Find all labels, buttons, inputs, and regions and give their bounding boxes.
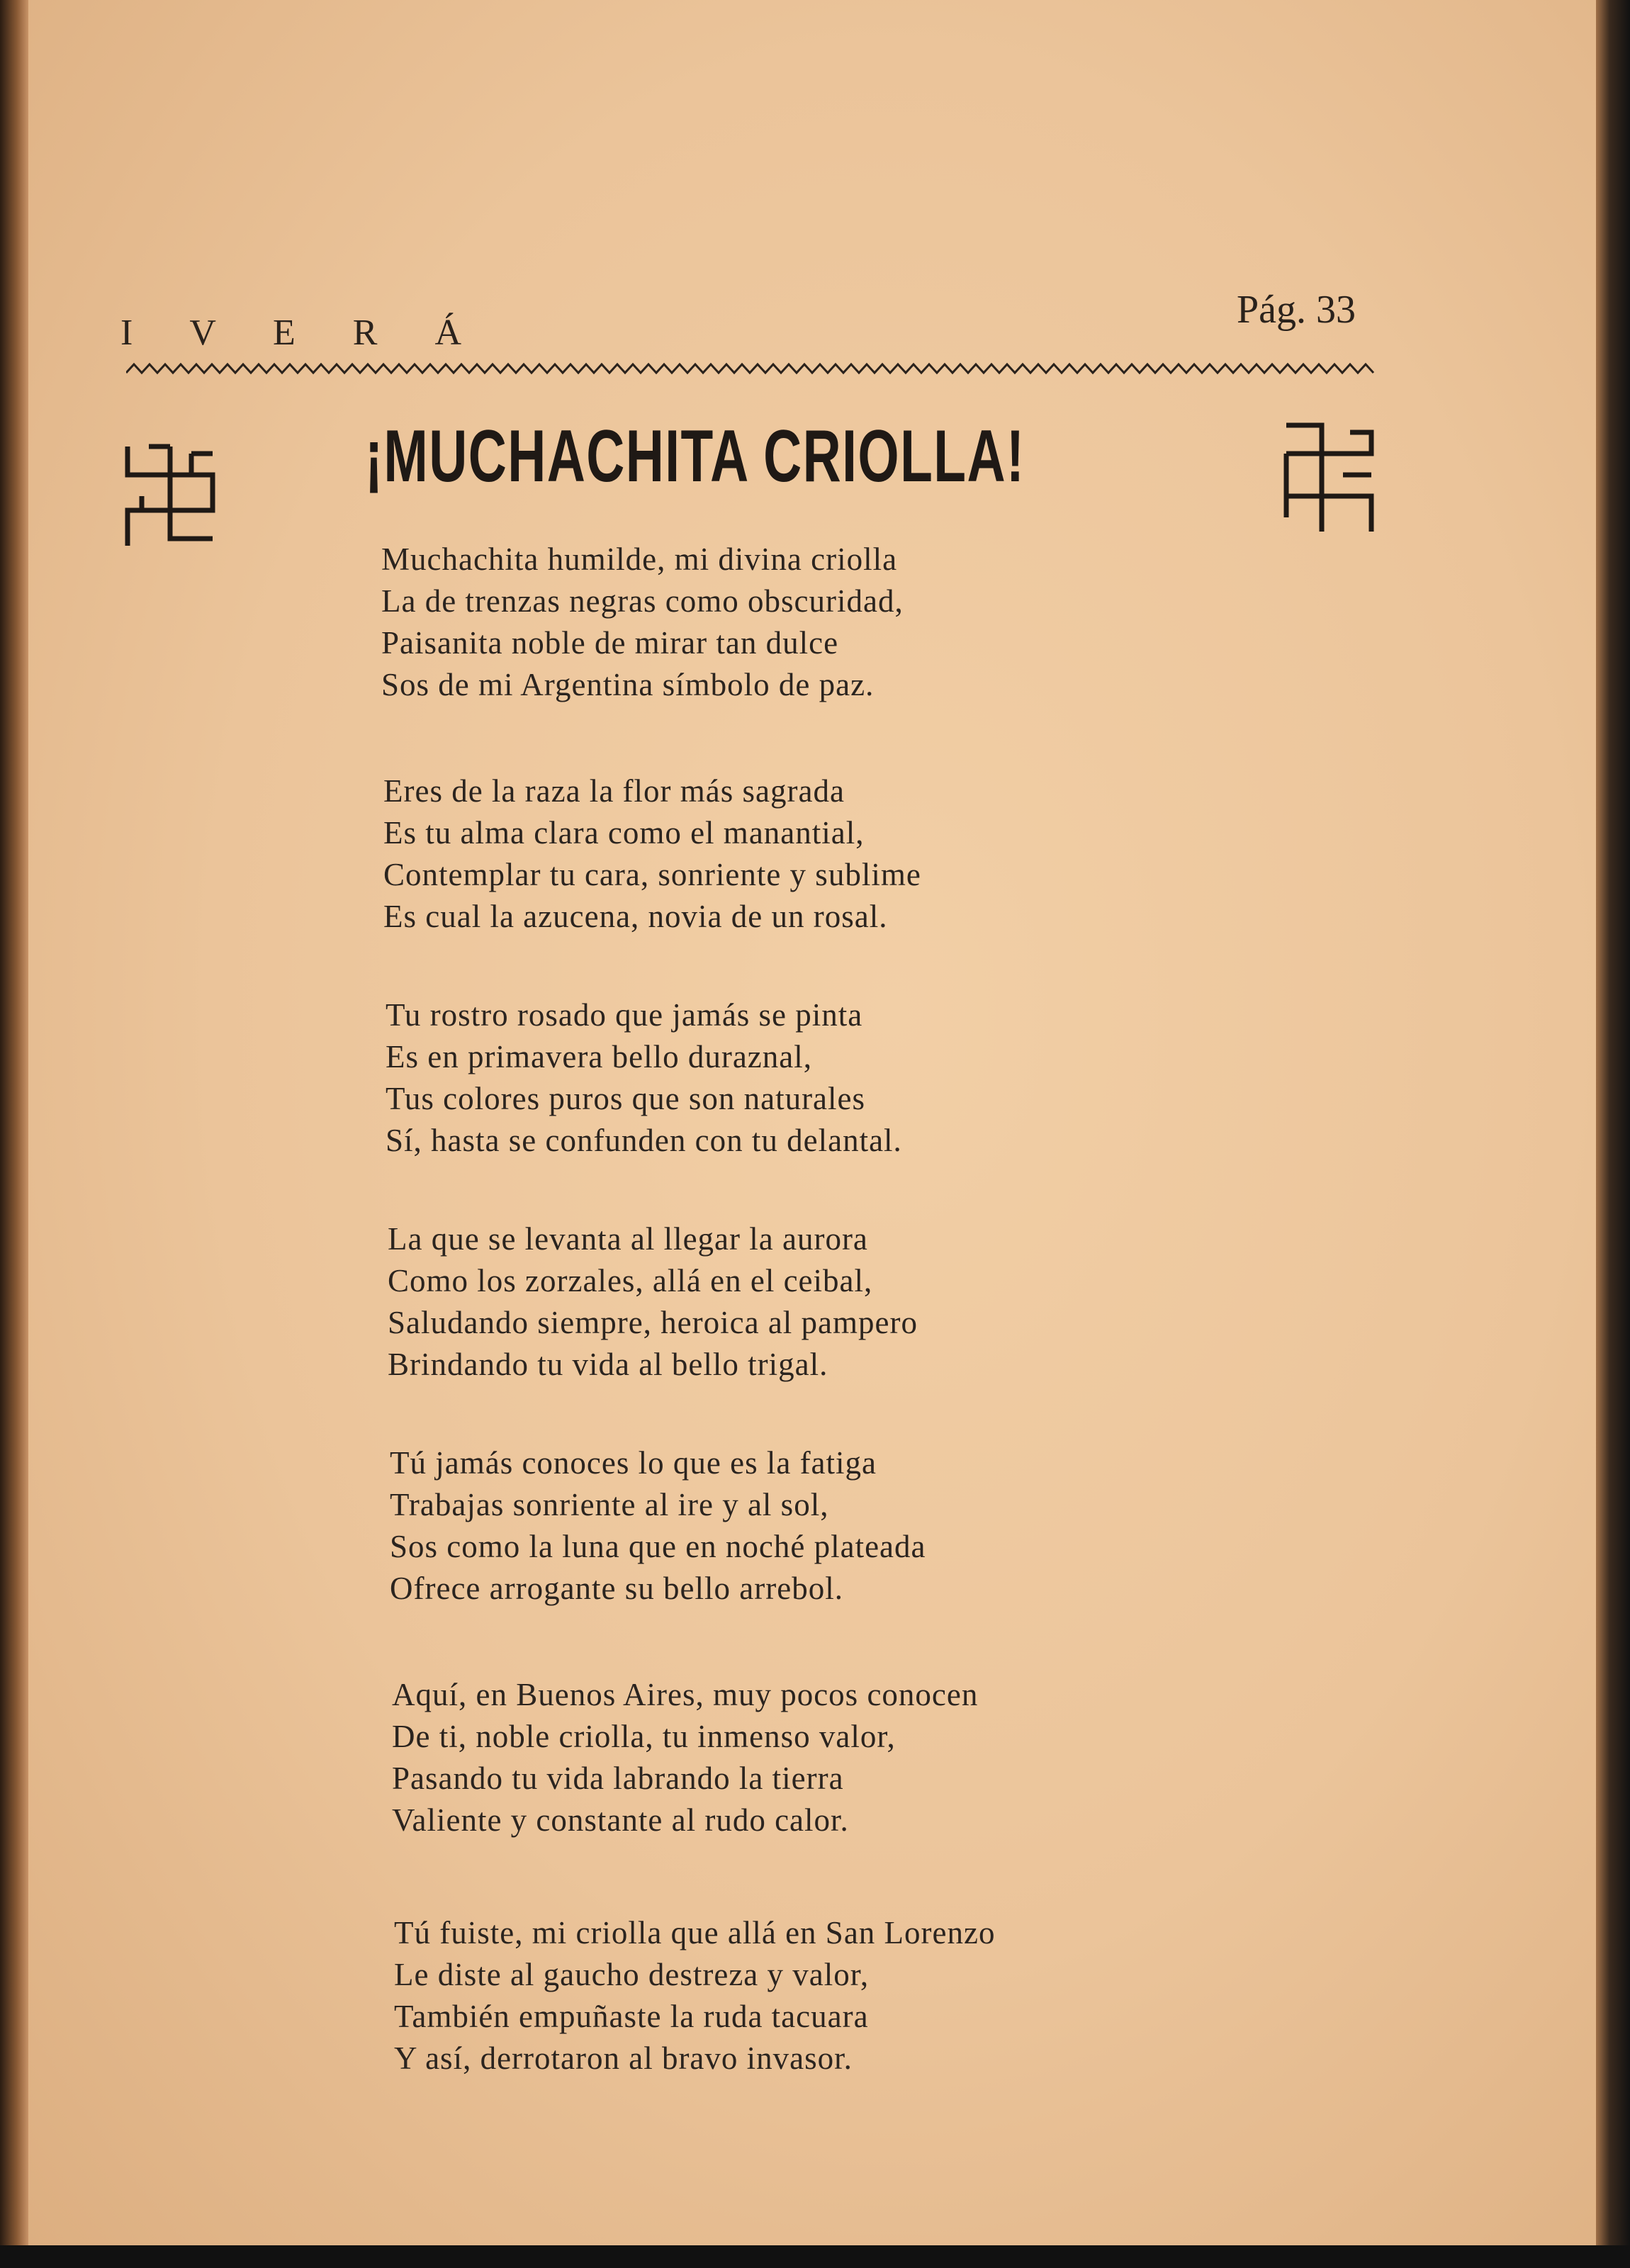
fret-ornament-right-icon <box>1279 418 1386 539</box>
page-left-edge <box>0 0 28 2268</box>
verse-line: Paisanita noble de mirar tan dulce <box>381 625 839 661</box>
verse-line: Tus colores puros que son naturales <box>386 1081 866 1116</box>
verse-line: Como los zorzales, allá en el ceibal, <box>388 1263 873 1298</box>
verse-line: Es cual la azucena, novia de un rosal. <box>383 899 888 934</box>
verse-line: Valiente y constante al rudo calor. <box>392 1802 849 1838</box>
verse-line: Sí, hasta se confunden con tu delantal. <box>386 1123 902 1158</box>
stanza <box>383 770 921 938</box>
running-header-title: I V E R Á <box>120 313 485 353</box>
stanza <box>390 1442 926 1610</box>
verse-line: Tú jamás conoces lo que es la fatiga <box>390 1445 877 1481</box>
verse-line: Tú fuiste, mi criolla que allá en San Lorenzo <box>394 1915 996 1950</box>
verse-line: Tu rostro rosado que jamás se pinta <box>386 997 863 1033</box>
verse-line: Saludando siempre, heroica al pampero <box>388 1305 918 1340</box>
verse-line: La de trenzas negras como obscuridad, <box>381 583 904 619</box>
verse-line: Es tu alma clara como el manantial, <box>383 815 865 850</box>
verse-line: Aquí, en Buenos Aires, muy pocos conocen <box>392 1677 979 1712</box>
verse-line: Eres de la raza la flor más sagrada <box>383 773 845 809</box>
verse-line: Ofrece arrogante su bello arrebol. <box>390 1571 843 1606</box>
verse-line: Y así, derrotaron al bravo invasor. <box>394 2040 853 2076</box>
stanza <box>392 1674 978 1841</box>
verse-line: También empuñaste la ruda tacuara <box>394 1999 869 2034</box>
book-binding-edge <box>1596 0 1630 2268</box>
verse-line: Muchachita humilde, mi divina criolla <box>381 541 898 577</box>
stanza <box>394 1912 995 2079</box>
verse-line: Es en primavera bello duraznal, <box>386 1039 813 1074</box>
stanza <box>388 1218 918 1386</box>
verse-line: Trabajas sonriente al ire y al sol, <box>390 1487 829 1522</box>
verse-line: Brindando tu vida al bello trigal. <box>388 1347 828 1382</box>
verse-line: La que se levanta al llegar la aurora <box>388 1221 868 1257</box>
page-number: Pág. 33 <box>1237 288 1356 332</box>
poem-title: ¡MUCHACHITA CRIOLLA! <box>365 415 1025 498</box>
verse-line: Sos de mi Argentina símbolo de paz. <box>381 667 875 702</box>
zigzag-rule <box>126 361 1381 378</box>
page-bottom-edge <box>0 2245 1630 2268</box>
verse-line: Pasando tu vida labrando la tierra <box>392 1761 844 1796</box>
stanza <box>386 994 902 1162</box>
verse-line: Contemplar tu cara, sonriente y sublime <box>383 857 921 892</box>
fret-ornament-left-icon <box>120 432 227 553</box>
stanza <box>381 539 904 706</box>
verse-line: De ti, noble criolla, tu inmenso valor, <box>392 1719 896 1754</box>
verse-line: Sos como la luna que en noché plateada <box>390 1529 926 1564</box>
verse-line: Le diste al gaucho destreza y valor, <box>394 1957 870 1992</box>
